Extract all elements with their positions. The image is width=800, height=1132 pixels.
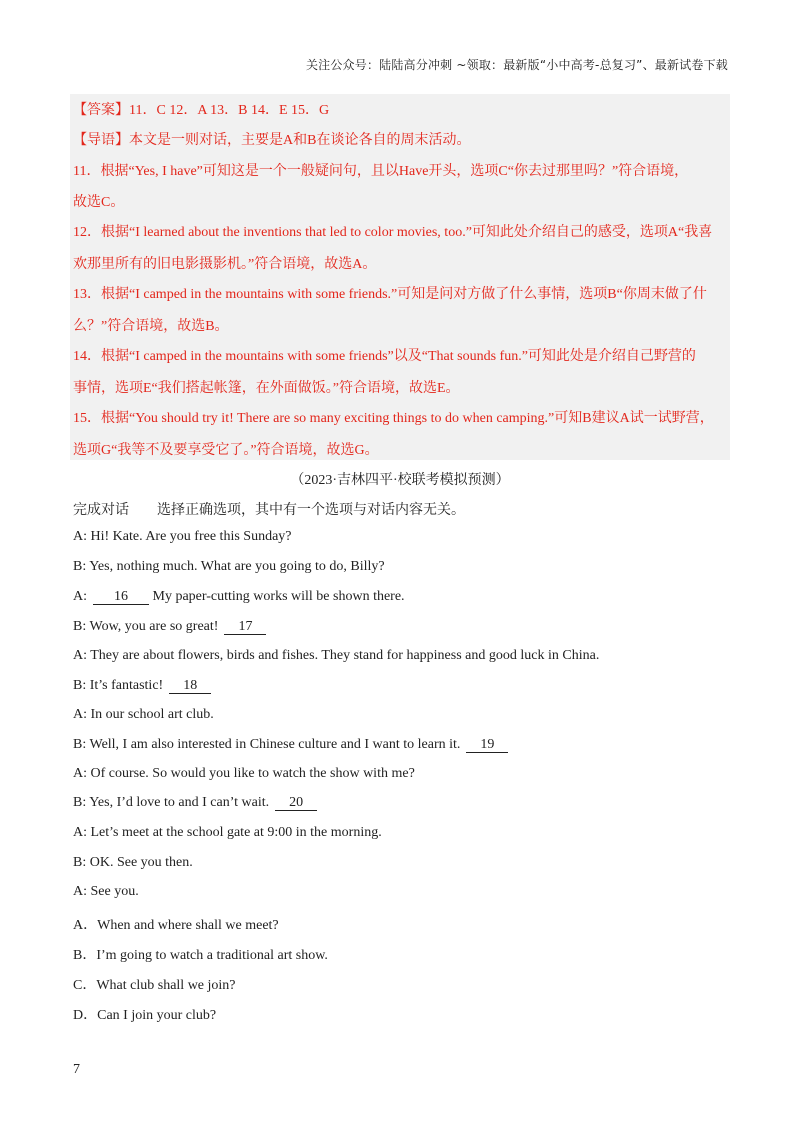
answer-line: 11．根据“Yes, I have”可知这是一个一般疑问句，且以Have开头，选项C“你去过那里吗？”符合语境， (73, 164, 689, 179)
answer-line: 13．根据“I camped in the mountains with some friends.”可知是问对方做了什么事情，选项B“你周末做了什 (73, 287, 707, 302)
dialogue-line: A: See you. (73, 884, 139, 899)
answer-blank: 18 (169, 679, 211, 694)
answer-blank: 16 (93, 590, 149, 605)
answer-line: 12．根据“I learned about the inventions that led to color movies, too.”可知此处介绍自己的感受，选项A“我喜 (73, 225, 713, 240)
dialogue-line: B: Wow, you are so great! 17 (73, 619, 266, 635)
answer-blank: 17 (224, 620, 266, 635)
option-d: D．Can I join your club? (73, 1008, 217, 1023)
answer-line: 【导语】本文是一则对话，主要是A和B在谈论各自的周末活动。 (73, 133, 471, 148)
answer-line: 【答案】11．C 12．A 13．B 14．E 15．G (73, 103, 330, 118)
answer-line: 14．根据“I camped in the mountains with some friends”以及“That sounds fun.”可知此处是介绍自己野营的 (73, 349, 696, 364)
instructions: 完成对话 选择正确选项，其中有一个选项与对话内容无关。 (73, 503, 465, 518)
dialogue-line: B: Yes, I’d love to and I can’t wait. 20 (73, 795, 317, 811)
dialogue-line: A: Let’s meet at the school gate at 9:00 in the morning. (73, 825, 382, 840)
answer-line: 欢那里所有的旧电影摄影机。”符合语境，故选A。 (73, 257, 377, 272)
question-source: （2023·吉林四平·校联考模拟预测） (290, 473, 510, 488)
page-number: 7 (73, 1062, 80, 1077)
dialogue-line: A: Of course. So would you like to watch the show with me? (73, 766, 415, 781)
dialogue-line: B: OK. See you then. (73, 855, 193, 870)
dialogue-line: B: Yes, nothing much. What are you going to do, Billy? (73, 559, 385, 574)
answer-blank: 20 (275, 796, 317, 811)
answer-line: 故选C。 (73, 195, 125, 210)
dialogue-line: A: 16 My paper-cutting works will be shown there. (73, 589, 405, 604)
answer-line: 选项G“我等不及要享受它了。”符合语境，故选G。 (73, 443, 379, 458)
answer-blank: 19 (466, 738, 508, 753)
dialogue-line: B: It’s fantastic! 18 (73, 678, 211, 694)
dialogue-line: A: They are about flowers, birds and fishes. They stand for happiness and good luck in China. (73, 648, 600, 663)
dialogue-line: A: Hi! Kate. Are you free this Sunday? (73, 529, 292, 544)
answer-line: 么？”符合语境，故选B。 (73, 319, 229, 334)
page-header: 关注公众号：陆陆高分冲刺 ~领取：最新版“小中高考-总复习”、最新试卷下载 (305, 58, 728, 72)
answer-line: 事情，选项E“我们搭起帐篷，在外面做饭。”符合语境，故选E。 (73, 381, 460, 396)
answer-line: 15．根据“You should try it! There are so many exciting things to do when camping.”可知B建议A试一试野营， (73, 411, 714, 426)
option-a: A．When and where shall we meet? (73, 918, 279, 933)
dialogue-line: A: In our school art club. (73, 707, 214, 722)
option-b: B．I’m going to watch a traditional art show. (73, 948, 328, 963)
option-c: C．What club shall we join? (73, 978, 236, 993)
dialogue-line: B: Well, I am also interested in Chinese culture and I want to learn it. 19 (73, 737, 508, 753)
